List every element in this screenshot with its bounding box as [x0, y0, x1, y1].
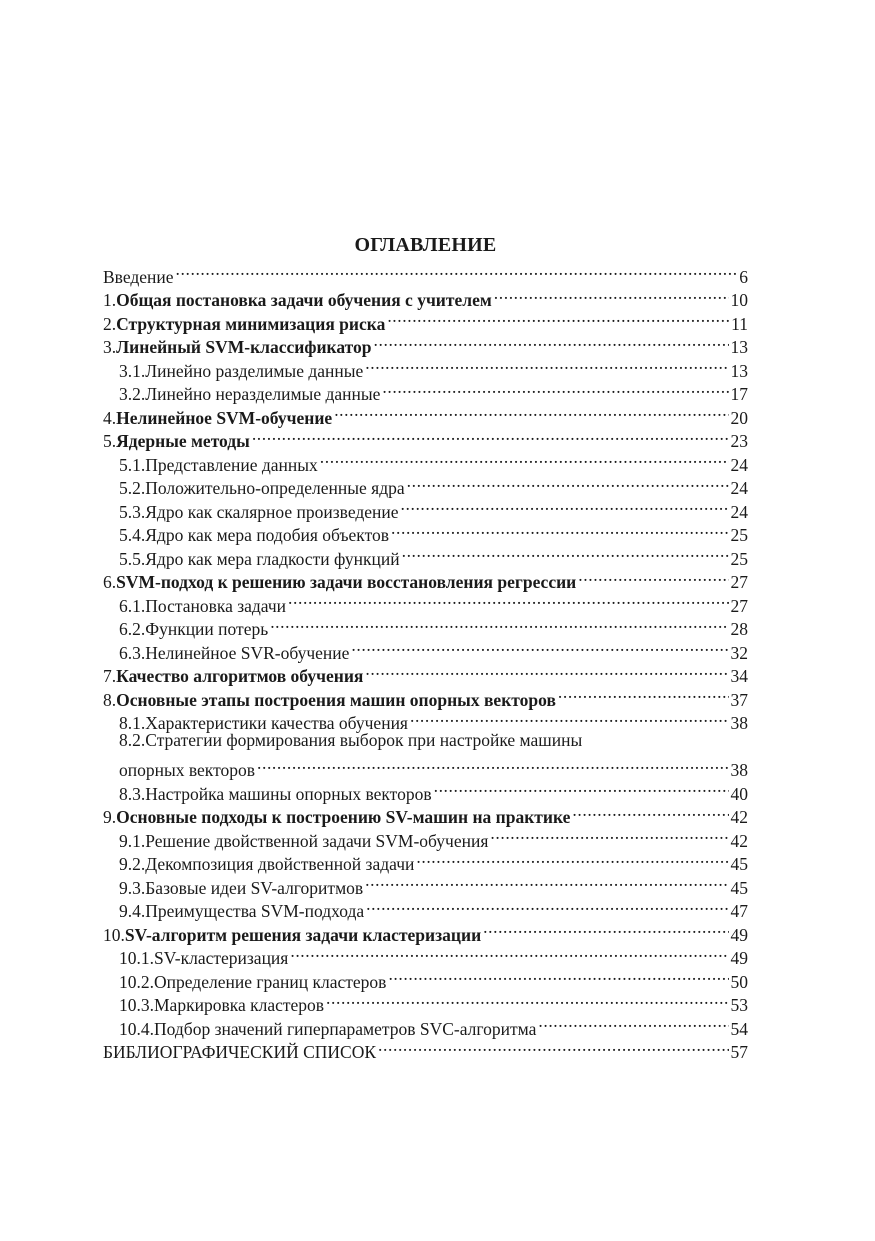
toc-number: 8.2. — [119, 730, 146, 750]
dot-leader — [320, 447, 729, 471]
toc-page-number: 40 — [730, 783, 748, 804]
toc-number: 8.3. — [119, 783, 146, 804]
toc-page-number: 25 — [730, 525, 748, 545]
toc-page-number: 6 — [739, 266, 748, 287]
dot-leader — [326, 988, 728, 1012]
toc-title: Общая постановка задачи обучения с учителем — [116, 290, 492, 310]
toc-page-number: 27 — [730, 572, 748, 592]
dot-leader — [483, 917, 728, 941]
toc-title: Подбор значений гиперпараметров SVC-алгоритма — [154, 1018, 537, 1039]
dot-leader — [402, 541, 729, 565]
toc-title: Ядро как мера подобия объектов — [145, 525, 390, 545]
toc-number: 9.1. — [119, 830, 146, 851]
toc-page-number: 57 — [730, 1042, 748, 1062]
dot-leader — [572, 800, 728, 824]
toc-page-number: 34 — [730, 666, 748, 686]
toc-entry-8-2[interactable] — [103, 729, 748, 753]
toc-number: 6.3. — [119, 642, 146, 663]
toc-page-number: 20 — [730, 407, 748, 428]
toc-number: 6.2. — [119, 619, 146, 639]
toc-page-number: 45 — [730, 854, 748, 874]
dot-leader — [416, 847, 728, 871]
dot-leader — [257, 753, 729, 777]
toc-title: Определение границ кластеров — [154, 971, 387, 992]
toc-title: SV-кластеризация — [154, 948, 289, 968]
toc-page-number: 49 — [730, 948, 748, 968]
dot-leader — [538, 1011, 728, 1035]
toc-title: Маркировка кластеров — [154, 995, 325, 1015]
toc-title: Настройка машины опорных векторов — [145, 783, 432, 804]
toc-title: Нелинейное SVR-обучение — [145, 642, 350, 663]
toc-entry-8-2-cont[interactable] — [103, 753, 748, 780]
toc-entry-intro[interactable] — [103, 259, 748, 287]
toc-title: Введение — [103, 266, 174, 287]
toc-page-number: 13 — [730, 360, 748, 381]
toc-number: 8.1. — [119, 713, 146, 733]
toc-title: Характеристики качества обучения — [145, 713, 408, 733]
toc-number: 1. — [103, 290, 117, 310]
toc-number: 3. — [103, 337, 117, 357]
dot-leader — [288, 588, 728, 612]
toc-number: 10.4. — [119, 1018, 154, 1039]
dot-leader — [365, 353, 728, 377]
dot-leader — [388, 964, 728, 988]
dot-leader — [410, 706, 729, 730]
toc-title: опорных векторов — [119, 760, 255, 780]
toc-number: 7. — [103, 666, 117, 686]
toc-title: Основные этапы построения машин опорных векторов — [116, 689, 556, 710]
toc-page-number: 10 — [730, 290, 748, 310]
toc-page-number: 38 — [730, 760, 748, 780]
dot-leader — [366, 894, 728, 918]
toc-entry-1[interactable] — [103, 283, 748, 310]
toc-title: SVM-подход к решению задачи восстановления регрессии — [116, 572, 577, 592]
toc-title: Стратегии формирования выборок при настройке машины — [145, 730, 583, 750]
dot-leader — [290, 941, 728, 965]
toc-page-number: 37 — [730, 689, 748, 710]
toc-title: Положительно-определенные ядра — [145, 478, 405, 498]
toc-page-number: 11 — [731, 313, 748, 334]
toc-title: Декомпозиция двойственной задачи — [145, 854, 415, 874]
toc-number: 5. — [103, 431, 117, 451]
toc-number: 5.5. — [119, 548, 146, 569]
toc-page-number: 13 — [730, 337, 748, 357]
toc-number: 9.4. — [119, 901, 146, 921]
toc-title: Основные подходы к построению SV-машин на практике — [116, 807, 571, 827]
toc-number: 10.3. — [119, 995, 154, 1015]
dot-leader — [434, 776, 729, 800]
toc-title: Качество алгоритмов обучения — [116, 666, 364, 686]
toc-number: 6.1. — [119, 595, 146, 616]
toc-number: 5.4. — [119, 525, 146, 545]
toc-title: Базовые идеи SV-алгоритмов — [145, 877, 364, 898]
dot-leader — [391, 518, 728, 542]
toc-title: Нелинейное SVM-обучение — [116, 407, 333, 428]
toc-title: Постановка задачи — [145, 595, 287, 616]
toc-title: Линейно неразделимые данные — [145, 384, 381, 404]
toc-title: SV-алгоритм решения задачи кластеризации — [124, 924, 482, 945]
toc-number: 5.1. — [119, 454, 146, 475]
toc-number: 3.1. — [119, 360, 146, 381]
toc-number: 2. — [103, 313, 117, 334]
toc-title: Функции потерь — [145, 619, 269, 639]
toc-page-number: 47 — [730, 901, 748, 921]
dot-leader — [176, 259, 738, 283]
toc-number: 10.2. — [119, 971, 154, 992]
dot-leader — [578, 565, 728, 589]
dot-leader — [558, 682, 729, 706]
toc-number: 5.2. — [119, 478, 146, 498]
toc-title: БИБЛИОГРАФИЧЕСКИЙ СПИСОК — [103, 1042, 377, 1062]
toc-number: 5.3. — [119, 501, 146, 522]
toc-page-number: 24 — [730, 478, 748, 498]
toc-page-number: 38 — [730, 713, 748, 733]
toc-page-number: 27 — [730, 595, 748, 616]
dot-leader — [334, 400, 728, 424]
toc-page-number: 50 — [730, 971, 748, 992]
dot-leader — [374, 330, 729, 354]
toc-page-number: 49 — [730, 924, 748, 945]
toc-number: 10. — [103, 924, 125, 945]
dot-leader — [407, 471, 729, 495]
toc-number: 4. — [103, 407, 117, 428]
dot-leader — [490, 823, 728, 847]
toc-number: 9.2. — [119, 854, 146, 874]
dot-leader — [351, 635, 728, 659]
dot-leader — [494, 283, 729, 307]
toc-title: Линейный SVM-классификатор — [116, 337, 372, 357]
toc-page-number: 24 — [730, 454, 748, 475]
toc-number: 10.1. — [119, 948, 154, 968]
toc-title: Решение двойственной задачи SVM-обучения — [145, 830, 489, 851]
toc-list — [103, 259, 748, 1062]
dot-leader — [365, 870, 728, 894]
toc-number: 3.2. — [119, 384, 146, 404]
toc-page-number: 53 — [730, 995, 748, 1015]
toc-number: 6. — [103, 572, 117, 592]
toc-page-number: 32 — [730, 642, 748, 663]
toc-page-number: 24 — [730, 501, 748, 522]
dot-leader — [365, 659, 728, 683]
dot-leader — [270, 612, 728, 636]
toc-page-number: 45 — [730, 877, 748, 898]
toc-page-number: 23 — [730, 431, 748, 451]
toc-number: 8. — [103, 689, 117, 710]
toc-page-number: 42 — [730, 807, 748, 827]
toc-page-number: 54 — [730, 1018, 748, 1039]
toc-title: Структурная минимизация риска — [116, 313, 386, 334]
page-title: ОГЛАВЛЕНИЕ — [354, 234, 497, 256]
toc-number: 9. — [103, 807, 117, 827]
toc-number: 9.3. — [119, 877, 146, 898]
table-of-contents-page — [103, 231, 748, 1062]
toc-page-number: 28 — [730, 619, 748, 639]
toc-title: Ядро как мера гладкости функций — [145, 548, 400, 569]
dot-leader — [382, 377, 728, 401]
toc-page-number: 17 — [730, 384, 748, 404]
toc-title: Ядерные методы — [116, 431, 250, 451]
dot-leader — [378, 1035, 728, 1059]
toc-title: Представление данных — [145, 454, 318, 475]
toc-title: Преимущества SVM-подхода — [145, 901, 365, 921]
toc-page-number: 25 — [730, 548, 748, 569]
toc-page-number: 42 — [730, 830, 748, 851]
toc-title: Линейно разделимые данные — [145, 360, 364, 381]
toc-title: Ядро как скалярное произведение — [145, 501, 399, 522]
dot-leader — [387, 306, 729, 330]
dot-leader — [401, 494, 729, 518]
dot-leader — [252, 424, 729, 448]
